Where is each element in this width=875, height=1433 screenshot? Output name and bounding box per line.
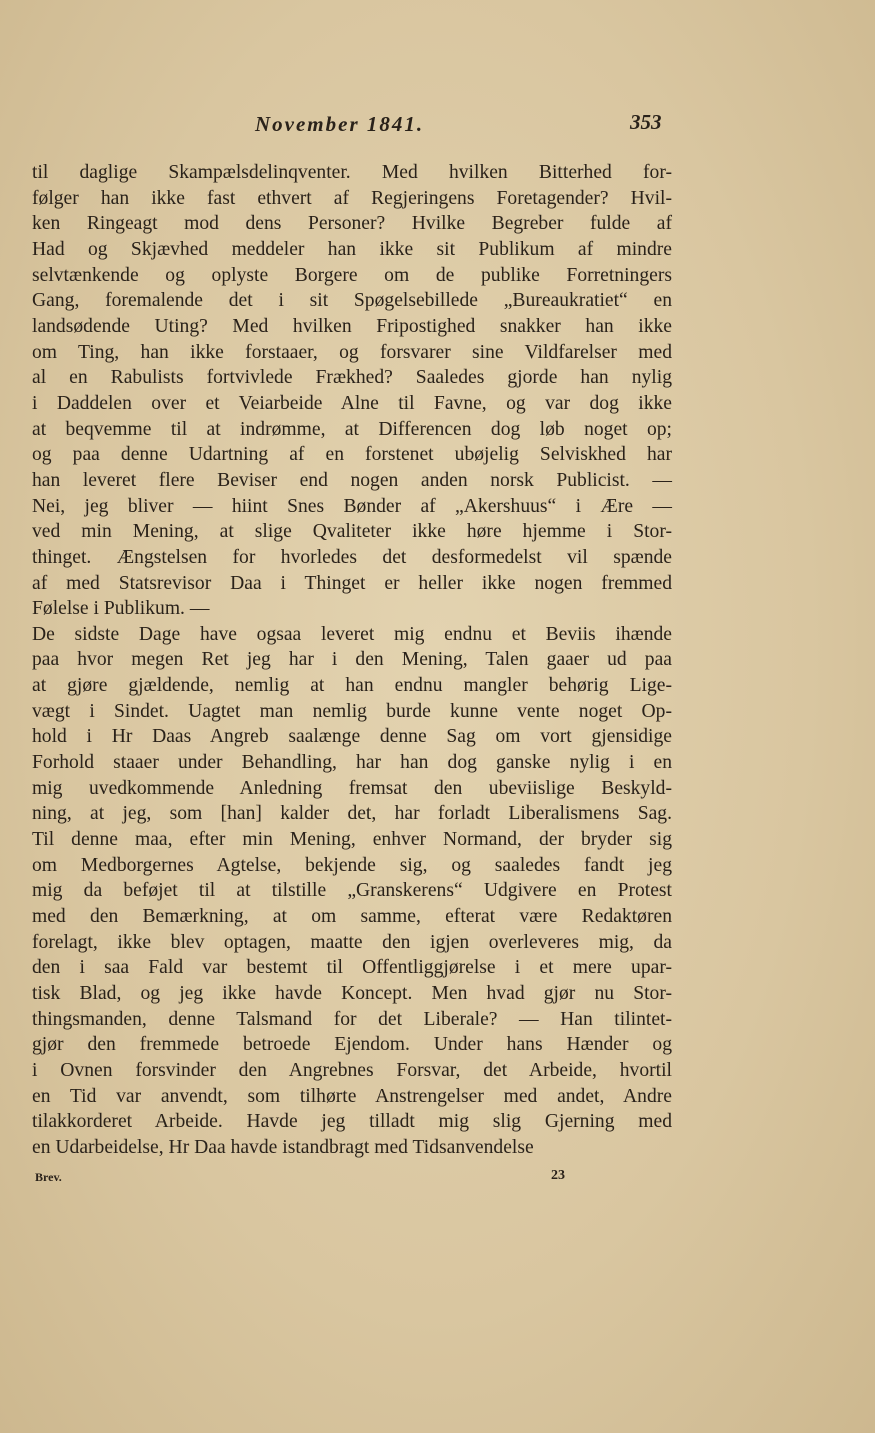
text-line: ning, at jeg, som [han] kalder det, har forladt Liberalismens Sag. [32, 803, 672, 825]
text-line: mig uvedkommende Anledning fremsat den ubeviislige Beskyld- [32, 777, 672, 799]
text-line: thinget. Ængstelsen for hvorledes det desformedelst vil spænde [32, 546, 672, 568]
text-line: Gang, foremalende det i sit Spøgelsebillede „Bureaukratiet“ en [32, 290, 672, 312]
text-line: følger han ikke fast ethvert af Regjeringens Foretagender? Hvil- [32, 187, 672, 209]
header-title: November 1841. [255, 112, 425, 136]
body-text [32, 160, 672, 1161]
text-line: gjør den fremmede betroede Ejendom. Under hans Hænder og [32, 1034, 672, 1056]
text-line: en Udarbeidelse, Hr Daa havde istandbragt med Tidsanvendelse [32, 1136, 534, 1158]
text-line: paa hvor megen Ret jeg har i den Mening, Talen gaaer ud paa [32, 649, 672, 671]
text-line: Til denne maa, efter min Mening, enhver Normand, der bryder sig [32, 829, 672, 851]
text-line: De sidste Dage have ogsaa leveret mig endnu et Beviis ihænde [32, 623, 672, 645]
text-line: al en Rabulists fortvivlede Frækhed? Saaledes gjorde han nylig [32, 367, 672, 389]
text-line: selvtænkende og oplyste Borgere om de publike Forretningers [32, 264, 672, 286]
text-line: i Ovnen forsvinder den Angrebnes Forsvar, det Arbeide, hvortil [32, 1059, 672, 1081]
text-line: ved min Mening, at slige Qvaliteter ikke høre hjemme i Stor- [32, 521, 672, 543]
text-line: forelagt, ikke blev optagen, maatte den igjen overleveres mig, da [32, 931, 672, 953]
text-line: Forhold staaer under Behandling, har han dog ganske nylig i en [32, 752, 672, 774]
signature-mark: Brev. [35, 1170, 62, 1184]
text-line: med den Bemærkning, at om samme, efterat være Redaktøren [32, 906, 672, 928]
paragraph [32, 160, 672, 622]
text-line: landsødende Uting? Med hvilken Fripostighed snakker han ikke [32, 315, 672, 337]
paragraph [32, 622, 672, 1161]
text-line: om Ting, han ikke forstaaer, og forsvarer sine Vildfarelser med [32, 341, 672, 363]
text-line: Nei, jeg bliver — hiint Snes Bønder af „Akershuus“ i Ære — [32, 495, 672, 517]
text-line: han leveret flere Beviser end nogen anden norsk Publicist. — [32, 469, 672, 491]
text-line: hold i Hr Daas Angreb saalænge denne Sag om vort gjensidige [32, 726, 672, 748]
text-line: i Daddelen over et Veiarbeide Alne til Favne, og var dog ikke [32, 392, 672, 414]
text-line: thingsmanden, denne Talsmand for det Liberale? — Han tilintet- [32, 1008, 672, 1030]
page-footer [0, 1168, 875, 1188]
running-header [0, 112, 875, 142]
sheet-number: 23 [551, 1168, 565, 1183]
text-line: af med Statsrevisor Daa i Thinget er heller ikke nogen fremmed [32, 572, 672, 594]
text-line: mig da beføjet til at tilstille „Granskerens“ Udgivere en Protest [32, 880, 672, 902]
text-line: og paa denne Udartning af en forstenet ubøjelig Selviskhed har [32, 444, 672, 466]
text-line: en Tid var anvendt, som tilhørte Anstrengelser med andet, Andre [32, 1085, 672, 1107]
text-line: om Medborgernes Agtelse, bekjende sig, og saaledes fandt jeg [32, 854, 672, 876]
text-line: Had og Skjævhed meddeler han ikke sit Publikum af mindre [32, 238, 672, 260]
text-line: tisk Blad, og jeg ikke havde Koncept. Men hvad gjør nu Stor- [32, 983, 672, 1004]
text-line: til daglige Skampælsdelinqventer. Med hvilken Bitterhed for- [32, 162, 672, 183]
text-line: ken Ringeagt mod dens Personer? Hvilke Begreber fulde af [32, 213, 672, 235]
text-line: at beqvemme til at indrømme, at Differencen dog løb noget op; [32, 418, 672, 440]
text-line: vægt i Sindet. Uagtet man nemlig burde kunne vente noget Op- [32, 700, 672, 722]
text-line: den i saa Fald var bestemt til Offentliggjørelse i et mere upar- [32, 957, 672, 979]
text-line: Følelse i Publikum. — [32, 598, 210, 620]
text-line: tilakkorderet Arbeide. Havde jeg tilladt mig slig Gjerning med [32, 1111, 672, 1133]
page-number: 353 [630, 110, 662, 134]
text-line: at gjøre gjældende, nemlig at han endnu mangler behørig Lige- [32, 675, 672, 697]
